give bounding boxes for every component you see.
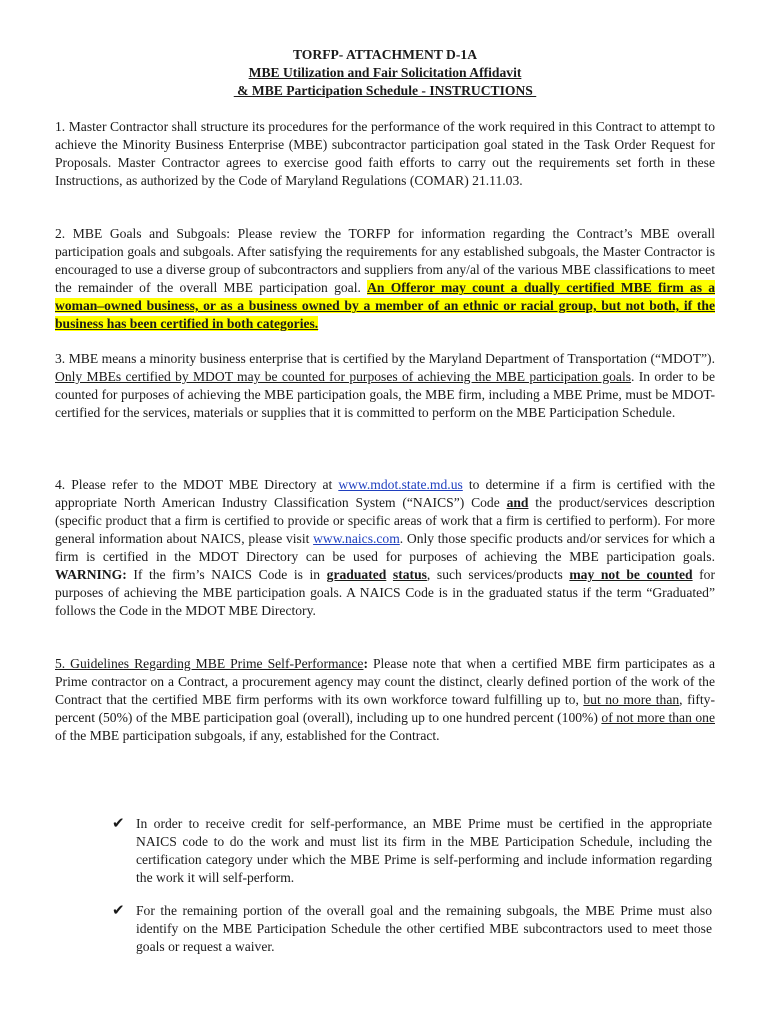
- checkmark-icon: ✔: [112, 903, 125, 919]
- paragraph-4-part2: to determine if a firm is certified with the appropriate North American Industry Classification System (“NAICS”) Code: [55, 477, 715, 510]
- mdot-directory-link[interactable]: www.mdot.state.md.us: [338, 477, 463, 492]
- bullet-item: [112, 902, 712, 956]
- warning-label: WARNING:: [55, 567, 127, 582]
- paragraph-3-part2: . In order to be counted for purposes of achieving the MBE participation goals, the MBE firm, including a MBE Prime, must be MDOT-certified for the services, materials or supplies that it is committed to perform on the MBE Participation Schedule.: [55, 369, 716, 420]
- paragraph-4: [55, 476, 715, 620]
- and-emphasis: and: [506, 495, 529, 510]
- paragraph-4-part6: , such services/products: [426, 567, 570, 582]
- paragraph-5-part1: Please note that when a certified MBE firm participates as a Prime contractor on a Contract, a procurement agency may count the distinct, clearly defined portion of the work of the Contract that the certified MBE firm performs with its own workforce toward fulfilling up to,: [55, 656, 715, 707]
- paragraph-5-part3: of the MBE participation subgoals, if any, established for the Contract.: [55, 728, 440, 743]
- header-instructions: & MBE Participation Schedule - INSTRUCTIONS: [233, 83, 537, 98]
- mdot-certified-note: Only MBEs certified by MDOT may be counted for purposes of achieving the MBE participation goals: [55, 369, 632, 384]
- paragraph-5-part2: , fifty-percent (50%) of the MBE participation goal (overall), including up to one hundred percent (100%): [55, 692, 715, 725]
- paragraph-4-part1: 4. Please refer to the MDOT MBE Directory at: [55, 477, 339, 492]
- no-more-than-phrase: but no more than: [583, 692, 680, 707]
- bullet-text: In order to receive credit for self-performance, an MBE Prime must be certified in the appropriate NAICS code to do the work and must list its firm in the MBE Participation Schedule, including the certification category under which the MBE Prime is self-performing and include information regarding the work it will self-perform.: [136, 816, 712, 885]
- bullet-item: [112, 815, 712, 887]
- not-more-than-one-phrase: of not more than one: [601, 710, 715, 725]
- header-subtitle: MBE Utilization and Fair Solicitation Affidavit: [248, 65, 522, 80]
- bullet-text: For the remaining portion of the overall goal and the remaining subgoals, the MBE Prime must also identify on the MBE Participation Schedule the other certified MBE subcontractors used to meet those goals or request a waiver.: [136, 903, 712, 954]
- paragraph-1: [55, 118, 715, 190]
- paragraph-4-text: [55, 476, 715, 620]
- paragraph-4-part3: the product/services description (specific product that a firm is certified to provide or specific areas of work that a firm is certified to perform). For more general information about NAICS, please visit: [55, 495, 715, 546]
- graduated-emphasis: graduated: [326, 567, 387, 582]
- naics-link[interactable]: www.naics.com: [313, 531, 400, 546]
- paragraph-5: [55, 655, 715, 745]
- paragraph-5-text: [55, 655, 715, 745]
- paragraph-3-part1: 3. MBE means a minority business enterprise that is certified by the Maryland Department of Transportation (“MDOT”).: [55, 351, 715, 366]
- self-performance-heading: 5. Guidelines Regarding MBE Prime Self-Performance: [55, 656, 364, 671]
- heading-colon: :: [363, 656, 368, 671]
- paragraph-2-text: [55, 225, 715, 333]
- paragraph-2: [55, 225, 715, 333]
- may-not-be-counted: may not be counted: [569, 567, 693, 582]
- checkmark-icon: ✔: [112, 816, 125, 832]
- paragraph-4-part4: . Only those specific products and/or services for which a firm is certified in the MDOT Directory can be used for purposes of achieving the MBE participation goals.: [55, 531, 715, 564]
- document-header: [55, 46, 715, 100]
- header-title: TORFP- ATTACHMENT D-1A: [292, 47, 478, 62]
- offeror-highlight: An Offeror may count a dually certified MBE firm as a woman–owned business, or as a business owned by a member of an ethnic or racial group, but not both, if the business has been certified in both categories.: [55, 280, 715, 331]
- status-emphasis: status: [392, 567, 427, 582]
- paragraph-2-body: 2. MBE Goals and Subgoals: Please review the TORFP for information regarding the Contract’s MBE overall participation goals and subgoals. After satisfying the requirements for any established subgoals, the Master Contractor is encouraged to use a diverse group of subcontractors and suppliers from any/al of the various MBE classifications to meet the remainder of the overall MBE participation goal.: [55, 226, 715, 295]
- paragraph-4-part7: for purposes of achieving the MBE participation goals. A NAICS Code is in the graduated status if the term “Graduated” follows the Code in the MDOT MBE Directory.: [55, 567, 716, 618]
- paragraph-3-text: [55, 350, 715, 422]
- paragraph-3: [55, 350, 715, 422]
- paragraph-4-part5: If the firm’s NAICS Code is in: [126, 567, 327, 582]
- paragraph-1-text: 1. Master Contractor shall structure its procedures for the performance of the work required in this Contract to attempt to achieve the Minority Business Enterprise (MBE) subcontractor participation goal stated in the Task Order Request for Proposals. Master Contractor agrees to exercise good faith efforts to carry out the requirements set forth in these Instructions, as authorized by the Code of Maryland Regulations (COMAR) 21.11.03.: [55, 119, 715, 188]
